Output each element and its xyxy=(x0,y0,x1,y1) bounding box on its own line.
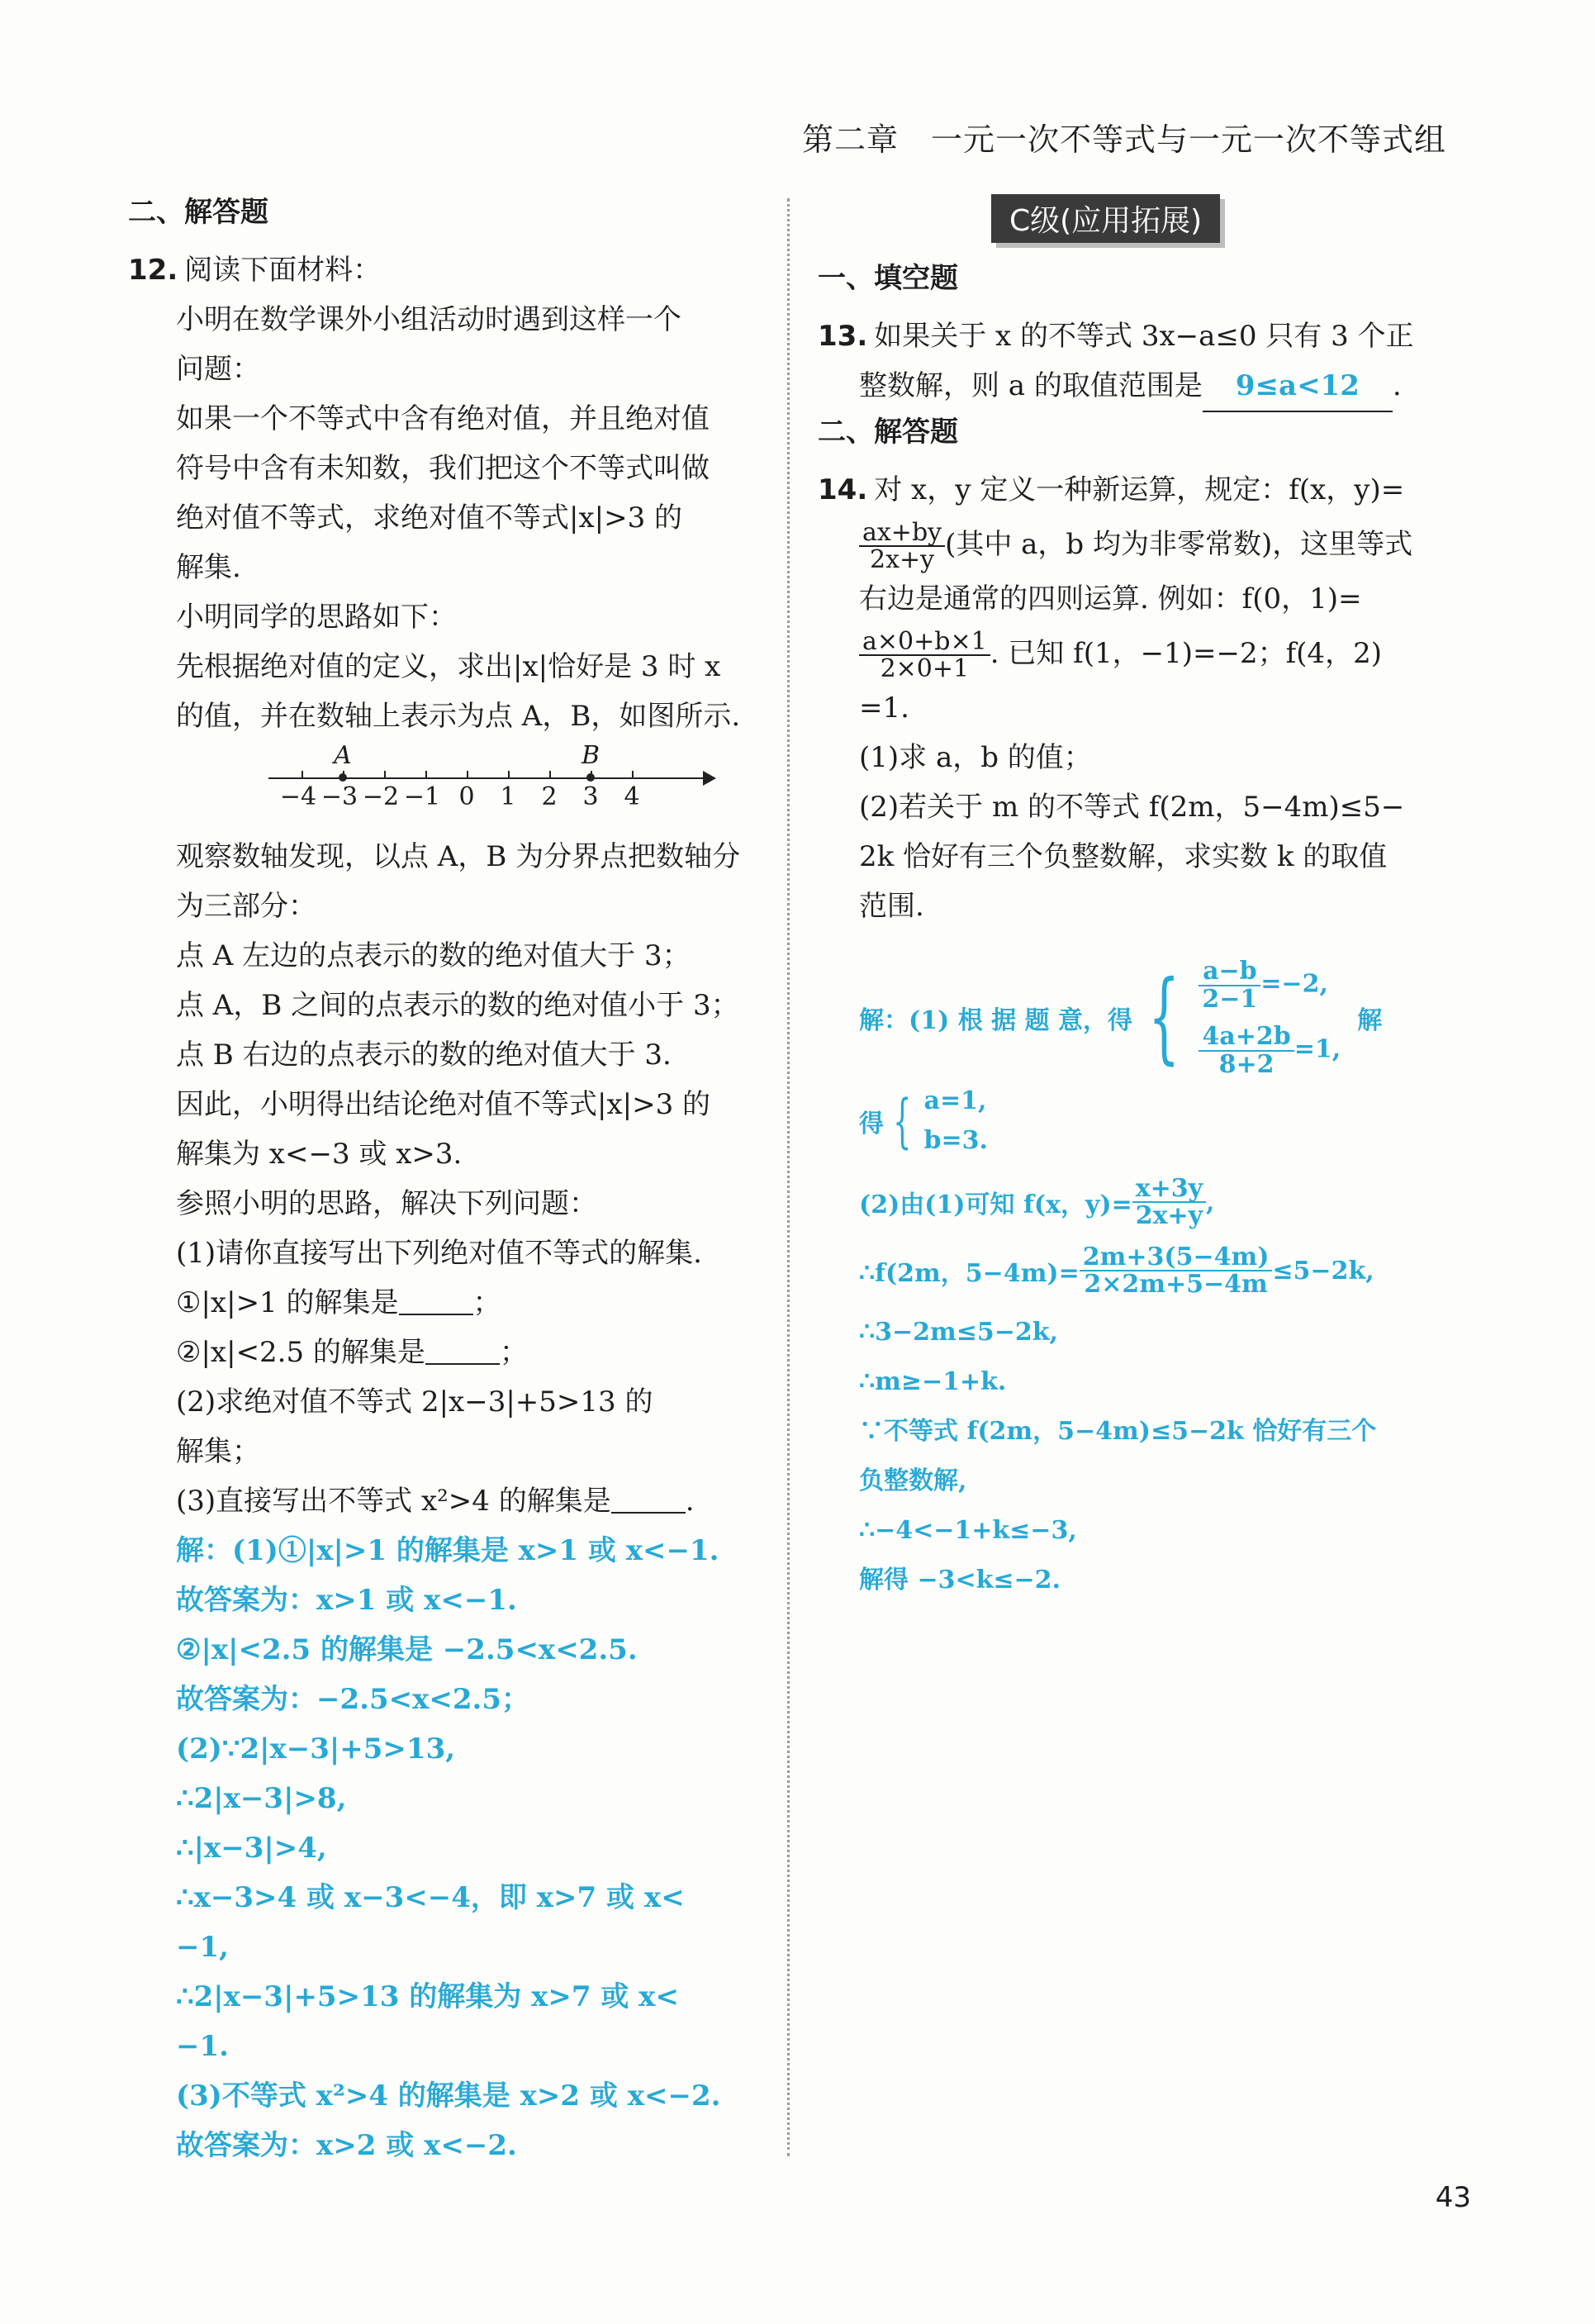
answer-line: −1. xyxy=(176,2030,229,2063)
badge-row xyxy=(818,194,1454,244)
solution-result-row xyxy=(859,1080,1454,1162)
level-badge: C级(应用拓展) xyxy=(991,194,1220,243)
tick-mark xyxy=(384,771,386,778)
text-line: 解集. xyxy=(176,551,241,584)
text-line: 为三部分： xyxy=(176,890,316,923)
answer-line: 解：(1)①|x|>1 的解集是 x>1 或 x<−1. xyxy=(176,1534,719,1567)
answer-line: 故答案为：x>1 或 x<−1. xyxy=(176,1584,517,1617)
answer-line: (2)∵2|x−3|+5>13, xyxy=(176,1732,456,1766)
punctuation: . xyxy=(1392,369,1402,402)
numerator: a−b xyxy=(1199,958,1260,986)
solution-text: ∴f(2m，5−4m)= xyxy=(859,1259,1080,1288)
answer-blank[interactable] xyxy=(611,1482,686,1514)
equation-row: a=1, xyxy=(923,1086,987,1115)
text-line: 点 A 左边的点表示的数的绝对值大于 3； xyxy=(176,939,691,972)
answer-line: ∴|x−3|>4, xyxy=(176,1832,327,1865)
tick-label: −4 xyxy=(279,782,317,811)
text-line: 符号中含有未知数，我们把这个不等式叫做 xyxy=(176,452,710,485)
subquestion-text: ①|x|>1 的解集是 xyxy=(176,1286,399,1319)
answer-blank[interactable]: 9≤a<12 xyxy=(1203,361,1393,412)
tick-mark xyxy=(301,771,303,778)
material-block xyxy=(128,295,764,741)
tick-mark xyxy=(632,771,634,778)
answer-blank[interactable] xyxy=(425,1333,500,1365)
equation-row xyxy=(1199,958,1341,1012)
solution-line xyxy=(859,1171,1454,1233)
question-number: 13. xyxy=(818,320,868,353)
section-heading: 一、填空题 xyxy=(818,262,958,295)
page-number: 43 xyxy=(1435,2181,1471,2214)
text-line: 点 A，B 之间的点表示的数的绝对值小于 3； xyxy=(176,989,739,1022)
answer-line: ∴2|x−3|+5>13 的解集为 x>7 或 x< xyxy=(176,1980,679,2013)
subquestion-1a xyxy=(176,1278,764,1328)
numerator: a×0+b×1 xyxy=(859,629,990,657)
tick-mark xyxy=(508,771,510,778)
tick-label: −1 xyxy=(403,782,441,811)
answer-line: 故答案为：−2.5<x<2.5； xyxy=(176,1683,530,1716)
text-line: 问题： xyxy=(176,353,260,386)
solution-line: 负整数解, xyxy=(859,1466,967,1495)
tick-label: 0 xyxy=(458,782,475,811)
text-line: 因此，小明得出结论绝对值不等式|x|>3 的 xyxy=(176,1088,711,1121)
fraction xyxy=(859,626,990,683)
left-brace-icon: { xyxy=(893,1087,912,1155)
number-line-figure xyxy=(268,741,731,832)
text-line: (1)请你直接写出下列绝对值不等式的解集. xyxy=(176,1237,702,1270)
question-text: . 已知 f(1，−1)=−2；f(4，2) xyxy=(990,637,1382,670)
equation-row: b=3. xyxy=(923,1126,988,1155)
denominator: 2x+y xyxy=(1135,1201,1203,1230)
point-b-label: B xyxy=(581,741,600,770)
question-14-part2: (2)若关于 m 的不等式 f(2m，5−4m)≤5− xyxy=(859,791,1405,824)
text-line: 参照小明的思路，解决下列问题： xyxy=(176,1187,597,1220)
solution-block xyxy=(818,956,1454,1605)
question-14-part2: 2k 恰好有三个负整数解，求实数 k 的取值 xyxy=(859,840,1388,873)
tick-label: 1 xyxy=(500,782,516,811)
question-14-line1 xyxy=(818,465,1454,515)
subquestion-text: ②|x|<2.5 的解集是 xyxy=(176,1336,425,1369)
punctuation: ； xyxy=(472,1286,501,1319)
text-line: 解集为 x<−3 或 x>3. xyxy=(176,1138,463,1171)
question-number: 12. xyxy=(128,254,178,287)
equation-rhs: =−2, xyxy=(1260,969,1328,999)
text-line: 如果一个不等式中含有绝对值，并且绝对值 xyxy=(176,402,710,435)
left-brace-icon: { xyxy=(1148,960,1180,1075)
question-14-line2 xyxy=(818,515,1454,574)
subquestion-1b xyxy=(176,1328,764,1377)
equation-rows xyxy=(1199,958,1341,1077)
section-heading: 二、解答题 xyxy=(818,416,958,449)
tick-mark xyxy=(467,771,468,778)
numerator: x+3y xyxy=(1132,1176,1206,1204)
right-column xyxy=(818,194,1454,1605)
text-line: 点 B 右边的点表示的数的绝对值大于 3. xyxy=(176,1038,672,1072)
solution-line: ∴3−2m≤5−2k, xyxy=(859,1318,1058,1347)
number-line-axis xyxy=(268,777,706,779)
answer-line: ②|x|<2.5 的解集是 −2.5<x<2.5. xyxy=(176,1633,638,1666)
solution-text: 解：(1) 根 据 题 意，得 xyxy=(859,1006,1133,1035)
fraction xyxy=(1132,1173,1206,1230)
denominator: 2−1 xyxy=(1202,984,1258,1014)
answer-line: 故答案为：x>2 或 x<−2. xyxy=(176,2129,517,2162)
solution-text: ≤5−2k, xyxy=(1272,1256,1374,1286)
question-text: 整数解，则 a 的取值范围是 xyxy=(859,369,1203,402)
tick-label: 2 xyxy=(541,782,558,811)
tick-mark xyxy=(591,771,592,778)
equation-rhs: =1, xyxy=(1294,1034,1341,1064)
fraction xyxy=(1199,1024,1294,1077)
point-a-label: A xyxy=(334,741,352,770)
text-line: 的值，并在数轴上表示为点 A，B，如图所示. xyxy=(176,700,741,733)
text-line: (2)求绝对值不等式 2|x−3|+5>13 的 xyxy=(176,1385,653,1419)
text-line: 观察数轴发现，以点 A，B 为分界点把数轴分 xyxy=(176,840,741,873)
punctuation: . xyxy=(685,1485,695,1518)
solution-text: 解 xyxy=(1357,1006,1383,1035)
solution-line xyxy=(859,1233,1454,1308)
left-column xyxy=(128,194,764,2170)
text-line: 小明同学的思路如下： xyxy=(176,601,457,634)
solution-system-row xyxy=(859,956,1454,1080)
question-text: 如果关于 x 的不等式 3x−a≤0 只有 3 个正 xyxy=(874,320,1414,353)
tick-label: 3 xyxy=(582,782,599,811)
solution-line: 解得 −3<k≤−2. xyxy=(859,1566,1061,1594)
subquestion-3 xyxy=(176,1476,764,1526)
answer-line: −1, xyxy=(176,1931,229,1964)
question-14-line5: =1. xyxy=(859,691,909,725)
solution-line: ∵不等式 f(2m，5−4m)≤5−2k 恰好有三个 xyxy=(859,1417,1377,1446)
denominator: 2×0+1 xyxy=(880,654,970,683)
text-line: 解集； xyxy=(176,1435,260,1468)
answer-line: (3)不等式 x²>4 的解集是 x>2 或 x<−2. xyxy=(176,2079,721,2113)
fraction xyxy=(859,517,945,574)
answer-line: ∴x−3>4 或 x−3<−4，即 x>7 或 x< xyxy=(176,1881,685,1914)
analysis-block xyxy=(128,832,764,2170)
tick-label: 4 xyxy=(624,782,640,811)
punctuation: ； xyxy=(499,1336,528,1369)
tick-mark xyxy=(425,771,427,778)
question-12-heading xyxy=(128,245,764,295)
denominator: 2x+y xyxy=(870,545,935,574)
subquestion-text: (3)直接写出不等式 x²>4 的解集是 xyxy=(176,1485,611,1518)
answer-blank[interactable] xyxy=(399,1284,473,1315)
question-14-line4 xyxy=(818,624,1454,683)
fraction xyxy=(1199,958,1260,1012)
denominator: 2×2m+5−4m xyxy=(1084,1270,1268,1299)
numerator: 4a+2b xyxy=(1199,1024,1294,1052)
equation-rows xyxy=(924,1081,988,1161)
question-13-line1 xyxy=(818,311,1454,361)
denominator: 8+2 xyxy=(1218,1049,1275,1079)
text-line: 小明在数学课外小组活动时遇到这样一个 xyxy=(176,303,681,336)
solution-text: , xyxy=(1206,1187,1215,1217)
tick-label: −3 xyxy=(320,782,358,811)
question-number: 14. xyxy=(818,473,868,506)
numerator: ax+by xyxy=(859,520,945,548)
column-divider xyxy=(787,198,790,2156)
question-14-part2: 范围. xyxy=(859,890,924,923)
question-14-part1: (1)求 a，b 的值； xyxy=(859,741,1092,774)
answer-line: ∴2|x−3|>8, xyxy=(176,1782,347,1815)
tick-mark xyxy=(549,771,551,778)
question-14-line3: 右边是通常的四则运算. 例如：f(0，1)= xyxy=(859,582,1362,615)
question-text: 对 x，y 定义一种新运算，规定：f(x，y)= xyxy=(874,473,1405,506)
text-line: 先根据绝对值的定义，求出|x|恰好是 3 时 x xyxy=(176,650,721,683)
question-intro: 阅读下面材料： xyxy=(184,254,382,287)
numerator: 2m+3(5−4m) xyxy=(1080,1244,1273,1272)
solution-line: ∴m≥−1+k. xyxy=(859,1367,1007,1396)
chapter-header: 第二章 一元一次不等式与一元一次不等式组 xyxy=(801,121,1446,158)
section-heading: 二、解答题 xyxy=(128,196,268,229)
equation-row xyxy=(1199,1024,1341,1077)
solution-text: 得 xyxy=(859,1110,884,1138)
arrow-right-icon xyxy=(703,771,716,786)
equation-system xyxy=(1132,958,1341,1077)
equation-system xyxy=(884,1081,988,1161)
text-line: 绝对值不等式，求绝对值不等式|x|>3 的 xyxy=(176,501,683,535)
tick-label: −2 xyxy=(362,782,400,811)
tick-mark xyxy=(343,771,344,778)
question-13-line2 xyxy=(818,361,1454,411)
solution-line: ∴−4<−1+k≤−3, xyxy=(859,1516,1077,1545)
fraction xyxy=(1080,1244,1273,1298)
question-text: (其中 a，b 均为非零常数)，这里等式 xyxy=(945,528,1413,561)
solution-text: (2)由(1)可知 f(x，y)= xyxy=(859,1191,1132,1219)
